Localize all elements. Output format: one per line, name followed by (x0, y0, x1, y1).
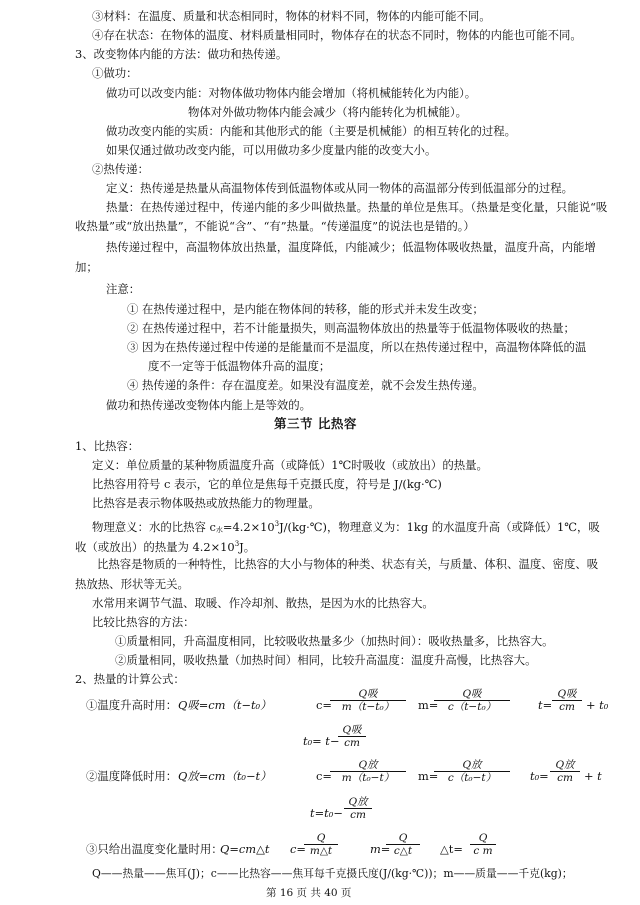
text-line: 物体对外做功物体内能会减少（将内能转化为机械能）。 (188, 105, 468, 119)
text-fragment: =4.2×10 (222, 520, 275, 534)
superscript: 3 (274, 520, 280, 528)
fraction-numerator: Q吸 (462, 688, 482, 700)
fraction (304, 832, 338, 857)
text-fragment: J。 (239, 540, 256, 554)
fraction-numerator: Q吸 (557, 688, 577, 700)
fraction-denominator: m△t (309, 845, 333, 857)
section-heading: 1、比热容： (75, 439, 140, 453)
text-line: 比较比热容的方法： (92, 615, 195, 629)
section-heading: 2、热量的计算公式： (75, 672, 185, 686)
formula-lhs: m= (370, 842, 391, 856)
text-line (92, 517, 600, 537)
text-line: 做功可以改变内能：对物体做功物体内能会增加（将机械能转化为内能）。 (106, 86, 477, 100)
page-footer: 第 16 页 共 40 页 (266, 887, 352, 899)
text-line: ②质量相同，吸收热量（加热时间）相同，比较升高温度：温度升高慢，比热容大。 (115, 653, 537, 667)
fraction (338, 724, 366, 749)
text-fragment: J/(kg·℃)，物理意义为：1kg 的水温度升高（或降低）1℃，吸 (279, 520, 600, 534)
text-line: 比热容用符号 c 表示，它的单位是焦每千克摄氏度，符号是 J/(kg·℃) (92, 477, 442, 491)
note-item: ④ 热传递的条件：存在温度差。如果没有温度差，就不会发生热传递。 (127, 378, 484, 392)
text-line: 热量：在热传递过程中，传递内能的多少叫做热量。热量的单位是焦耳。（热量是变化量，只能说“吸 (106, 200, 608, 214)
fraction (550, 759, 580, 784)
fraction-denominator: m（t−t₀） (341, 701, 395, 713)
text-line: 定义：单位质量的某种物质温度升高（或降低）1℃时吸收（或放出）的热量。 (92, 458, 488, 472)
text-fragment: 物理意义：水的比热容 c (92, 520, 216, 534)
text-line (75, 537, 255, 554)
text-line: 热传递过程中，高温物体放出热量，温度降低，内能减少；低温物体吸收热量，温度升高，内能增 (106, 240, 596, 254)
fraction-denominator: cm (559, 701, 575, 713)
formula-rhs: + t₀ (586, 698, 609, 712)
fraction (330, 759, 406, 784)
text-line: 定义：热传递是热量从高温物体传到低温物体或从同一物体的高温部分传到低温部分的过程。 (106, 181, 574, 195)
formula-label: ②温度降低时用： (86, 769, 178, 783)
formula-lhs: t₀= t− (303, 734, 340, 748)
fraction (386, 832, 420, 857)
formula-lhs: c= (316, 769, 332, 783)
text-line: 做功改变内能的实质：内能和其他形式的能（主要是机械能）的相互转化的过程。 (106, 124, 517, 138)
fraction-denominator: cm (350, 809, 366, 821)
fraction-denominator: cm (557, 772, 573, 784)
formula-lhs: m= (418, 698, 439, 712)
note-item: ③ 因为在热传递过程中传递的是能量而不是温度，所以在热传递过程中，高温物体降低的温 (127, 340, 587, 354)
note-item: ① 在热传递过程中，是内能在物体间的转移，能的形式并未发生改变； (127, 302, 484, 316)
text-line: 比热容是物质的一种特性，比热容的大小与物体的种类、状态有关，与质量、体积、温度、密度、吸 (97, 557, 599, 571)
fraction (470, 832, 496, 857)
note-item: ② 在热传递过程中，若不计能量损失，则高温物体放出的热量等于低温物体吸收的热量； (127, 321, 575, 335)
fraction-numerator: Q吸 (358, 688, 378, 700)
subsection-heading: ②热传递： (92, 162, 149, 176)
text-line: 水常用来调节气温、取暖、作冷却剂、散热，是因为水的比热容大。 (92, 596, 434, 610)
subsection-heading: ①做功： (92, 66, 138, 80)
text-line: ④存在状态：在物体的温度、材料质量相同时，物体存在的状态不同时，物体的内能也可能不同。 (92, 28, 582, 42)
formula-main: Q吸=cm（t−t₀） (178, 698, 272, 712)
fraction-numerator: Q吸 (342, 724, 362, 736)
formula-lhs: c= (316, 698, 332, 712)
formula-label: ①温度升高时用： (86, 698, 178, 712)
fraction-numerator: Q放 (462, 759, 482, 771)
fraction-numerator: Q放 (555, 759, 575, 771)
fraction-denominator: cm (344, 737, 360, 749)
fraction-numerator: Q放 (348, 796, 368, 808)
fraction-denominator: c（t₀−t） (447, 772, 497, 784)
formula-main: Q=cm△t (220, 842, 270, 856)
formula-rhs: + t (584, 769, 602, 783)
text-line: 收热量”或“放出热量”，不能说“含”、“有”热量。“传递温度”的说法也是错的。） (75, 219, 475, 233)
text-line: ①质量相同，升高温度相同，比较吸收热量多少（加热时间）：吸收热量多，比热容大。 (115, 634, 554, 648)
fraction-numerator: Q放 (358, 759, 378, 771)
fraction-numerator: Q (478, 832, 488, 844)
fraction (434, 759, 510, 784)
text-line: 加； (75, 260, 98, 274)
fraction (344, 796, 372, 821)
superscript: 3 (234, 540, 240, 548)
fraction-denominator: c（t−t₀） (447, 701, 497, 713)
text-fragment: 收（或放出）的热量为 4.2×10 (75, 540, 235, 554)
note-heading: 注意： (106, 282, 141, 296)
subscript: 水 (215, 526, 223, 534)
formula-lhs: c= (290, 842, 306, 856)
text-line: ③材料：在温度、质量和状态相同时，物体的材料不同，物体的内能可能不同。 (92, 9, 491, 23)
formula-lhs: t= (538, 698, 553, 712)
formula-lhs: t=t₀− (310, 806, 343, 820)
formula-lhs: m= (418, 769, 439, 783)
text-line: 如果仅通过做功改变内能，可以用做功多少度量内能的改变大小。 (106, 143, 437, 157)
text-line: 热放热、形状等无关。 (75, 577, 189, 591)
text-line: 比热容是表示物体吸热或放热能力的物理量。 (92, 496, 320, 510)
fraction-denominator: c△t (393, 845, 413, 857)
fraction (434, 688, 510, 713)
fraction (330, 688, 406, 713)
symbol-legend: Q——热量——焦耳(J)；c——比热容——焦耳每千克摄氏度(J/(kg·℃))；m——质量——千克(kg)； (92, 867, 573, 880)
section-heading: 3、改变物体内能的方法：做功和热传递。 (75, 47, 288, 61)
formula-label: ③只给出温度变化量时用： (86, 842, 223, 856)
fraction-denominator: c m (473, 845, 493, 857)
section-title: 第三节 比热容 (274, 416, 357, 431)
text-line: 做功和热传递改变物体内能上是等效的。 (106, 398, 312, 412)
fraction-numerator: Q (316, 832, 326, 844)
formula-main: Q放=cm（t₀−t） (178, 769, 272, 783)
fraction-denominator: m（t₀−t） (341, 772, 395, 784)
formula-lhs: t₀= (530, 769, 549, 783)
note-item-continuation: 度不一定等于低温物体升高的温度； (148, 359, 331, 373)
formula-lhs: △t= (440, 842, 463, 856)
fraction (552, 688, 582, 713)
fraction-numerator: Q (398, 832, 408, 844)
